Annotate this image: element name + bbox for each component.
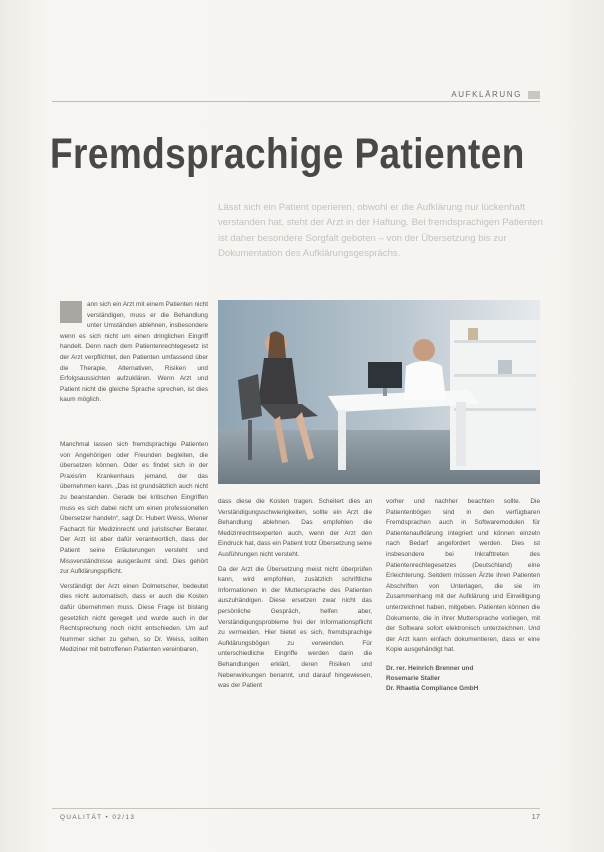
bottom-rule — [52, 808, 540, 809]
section-tag — [451, 90, 540, 99]
credit-line: Rosemarie Staller — [386, 674, 440, 682]
paragraph: dass diese die Kosten tragen. Scheitert dies an Verständigungsschwierigkeiten, sollte ein Arzt die Behandlung ablehnen. Das empfehlen die Medizinrechtsexperten auch, wenn der Arzt den Eindruck hat, dass ein Patient trotz Übersetzung seine Ausführungen nicht versteht. — [218, 498, 372, 558]
paragraph: Verständigt der Arzt einen Dolmetscher, bedeutet dies nicht automatisch, dass er auch die Kosten dafür übernehmen muss. Diese Frage ist bislang gesetzlich nicht geregelt und wurde auch in der Rechtsprechung noch nicht entschieden. Um auf Nummer sicher zu gehen, so Dr. Weiss, sollten Mediziner mit betroffenen Patienten vereinbaren, — [60, 582, 208, 654]
section-tag-marker — [528, 91, 540, 99]
page-number: 17 — [531, 812, 540, 821]
credit-line: Dr. Rhaetia Compliance GmbH — [386, 684, 479, 692]
column-2 — [218, 497, 372, 696]
consultation-photo — [218, 300, 540, 484]
credit-line: Dr. rer. Heinrich Brenner und — [386, 664, 474, 672]
footer-issue: QUALITÄT • 02/13 — [60, 814, 136, 821]
paragraph: vorher und nachher beachten sollte. Die Patientenbögen sind in den verfügbaren Fremdsprachen auch in Softwaremodulen für Patientenaufklärung integriert und können einzeln nach Bedarf angefordert werden. Dies ist insbesondere bei Inkrafttreten des Patientenrechtegesetzes (Deutschland) eine Erleichterung. Seitdem müssen Ärzte ihren Patienten Abschriften von Unterlagen, die sie im Zusammenhang mit der Aufklärung und Einwilligung unterzeichnet haben, mitgeben. Patienten können die Dokumente, die in ihrer Muttersprache vorliegen, mit der Software sofort elektronisch unterzeichnen. Und der Arzt kann einfach dokumentieren, dass er eine Kopie ausgehändigt hat. — [386, 498, 540, 654]
article-title: Fremdsprachige Patienten — [50, 130, 525, 178]
paragraph: Da der Arzt die Übersetzung meist nicht überprüfen kann, wird empfohlen, zusätzlich schriftliche Informationen in der Muttersprache des Patienten auszuhändigen. Diese ersetzen zwar nicht das persönliche Gespräch, helfen aber, Verständigungsprobleme frei der Informationspflicht zu vermeiden. Hier bietet es sich, fremdsprachige Aufklärungsbögen zu verwenden. Für unterschiedliche Eingriffe werden darin die Behandlungen erklärt, deren Risiken und Nebenwirkungen benannt, und darauf hingewiesen, was der Patient — [218, 565, 372, 690]
drop-cap-block — [60, 301, 82, 323]
author-credit — [386, 664, 540, 694]
column-1-body — [60, 440, 208, 660]
paragraph: ann sich ein Arzt mit einem Patienten nicht verständigen, muss er die Behandlung unter Umständen ablehnen, insbesondere wenn es sich nicht um einen dringlichen Eingriff handelt. Denn nach dem Patientenrechtegesetz ist der Arzt verpflichtet, den Patienten umfassend über die Therapie, Alternativen, Risiken und Erfolgsaussichten aufzuklären. Wenn Arzt und Patient nicht die gleiche Sprache sprechen, ist dies kaum möglich. — [60, 301, 208, 404]
section-tag-label: AUFKLÄRUNG — [451, 90, 522, 99]
column-1-intro — [60, 300, 208, 410]
paragraph: Manchmal lassen sich fremdsprachige Patienten von Angehörigen oder Freunden begleiten, die übersetzen können. Oder es findet sich in der Praxis/im Krankenhaus jemand, der das übernehmen kann. „Das ist grundsätzlich auch nicht zu beanstanden. Gerade bei kritischen Eingriffen muss es sich dabei nicht um einen professionellen Übersetzer handeln“, sagt Dr. Hubert Weiss, Wiener Facharzt für Medizinrecht und juristischer Berater. Der Arzt ist aber dafür verantwortlich, dass der Patient seine Erläuterungen versteht und Missverständnisse ausgeräumt sind. Dies gehört zur Aufklärungspflicht. — [60, 441, 208, 576]
top-rule — [52, 101, 540, 102]
article-lead: Lässt sich ein Patient operieren, obwohl er die Aufklärung nur lückenhaft verstanden hat, steht der Arzt in der Haftung. Bei fremdsprachigen Patienten ist daher besondere Sorgfalt geboten – von der Übersetzung bis zur Dokumentation des Aufklärungsgesprächs. — [218, 202, 543, 260]
column-3 — [386, 497, 540, 694]
